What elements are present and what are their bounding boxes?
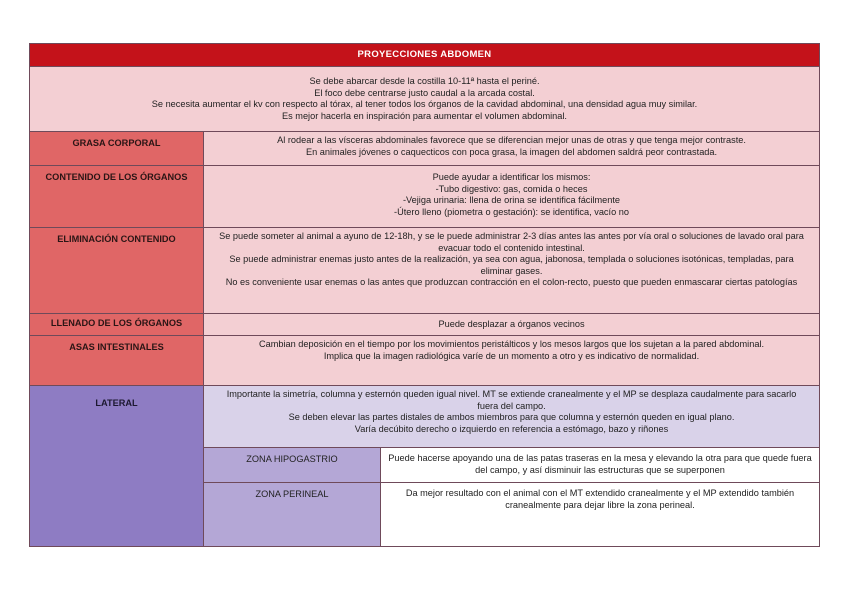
row-text-lateral [204,386,820,448]
text-line: -Vejiga urinaria: llena de orina se identifica fácilmente [402,195,621,205]
table-title: PROYECCIONES ABDOMEN [30,44,820,67]
text-line: En animales jóvenes o caquecticos con poca grasa, la imagen del abdomen saldrá peor contrastada. [305,146,718,157]
zone-label-perineal: ZONA PERINEAL [204,483,381,547]
row-label-contenido: CONTENIDO DE LOS ÓRGANOS [30,166,204,228]
abdomen-projections-table [29,43,820,547]
text-line: Cambian deposición en el tiempo por los movimientos peristálticos y los mesos largos que los sujetan a la pared abdominal. [258,339,765,349]
text-line: -Tubo digestivo: gas, comida o heces [435,183,588,194]
row-label-llenado: LLENADO DE LOS ÓRGANOS [30,314,204,336]
row-label-asas: ASAS INTESTINALES [30,336,204,386]
row-text-asas [204,336,820,386]
text-line: Se deben elevar las partes distales de ambos miembros para que columna y esternón queden en igual plano. [288,412,735,422]
text-line: Puede ayudar a identificar los mismos: [432,172,591,182]
row-label-grasa: GRASA CORPORAL [30,132,204,166]
text-line: Varía decúbito derecho o izquierdo en referencia a estómago, bazo y riñones [354,423,669,434]
row-text-llenado [204,314,820,336]
intro-line: El foco debe centrarse justo caudal a la arcada costal. [314,87,535,98]
text-line: Se puede administrar enemas justo antes de la realización, ya sea con agua, jabonosa, templada o soluciones isotónicas, templadas, para eliminar gases. [229,254,794,276]
text-line: -Útero lleno (piometra o gestación): se identifica, vacío no [394,206,629,217]
row-text-grasa [204,132,820,166]
intro-cell [30,67,820,132]
row-text-contenido [204,166,820,228]
text-line: Implica que la imagen radiológica varíe de un momento a otro y es indicativo de normalidad. [323,350,700,361]
row-text-eliminacion [204,228,820,314]
intro-line: Es mejor hacerla en inspiración para aumentar el volumen abdominal. [282,110,567,121]
text-line: Importante la simetría, columna y esternón queden igual nivel. MT se extiende cranealmente y el MP se desplaza caudalmente para sacarlo fuera del campo. [226,389,797,411]
zone-text-hipogastrio: Puede hacerse apoyando una de las patas traseras en la mesa y elevando la otra para que quede fuera del campo, y así disminuir las estructuras que se superponen [381,448,820,483]
text-line: Puede desplazar a órganos vecinos [438,318,585,329]
text-line: Al rodear a las vísceras abdominales favorece que se diferencian mejor unas de otras y que tenga mejor contraste. [277,135,746,145]
intro-line: Se necesita aumentar el kv con respecto al tórax, al tener todos los órganos de la cavidad abdominal, una densidad agua muy similar. [151,99,698,109]
text-line: No es conveniente usar enemas o las antes que produzcan contracción en el colon-recto, puesto que pueden enmascarar ciertas patologías [225,277,798,287]
text-line: Se puede someter al animal a ayuno de 12-18h, y se le puede administrar 2-3 días antes las antes por vía oral o soluciones de lavado oral para evacuar todo el contenido intestinal. [219,231,804,253]
row-label-lateral: LATERAL [30,386,204,547]
intro-line: Se debe abarcar desde la costilla 10-11ª hasta el periné. [309,76,540,86]
zone-label-hipogastrio: ZONA HIPOGASTRIO [204,448,381,483]
zone-text-perineal: Da mejor resultado con el animal con el MT extendido cranealmente y el MP extendido también cranealmente para dejar libre la zona perineal. [381,483,820,547]
row-label-eliminacion: ELIMINACIÓN CONTENIDO [30,228,204,314]
